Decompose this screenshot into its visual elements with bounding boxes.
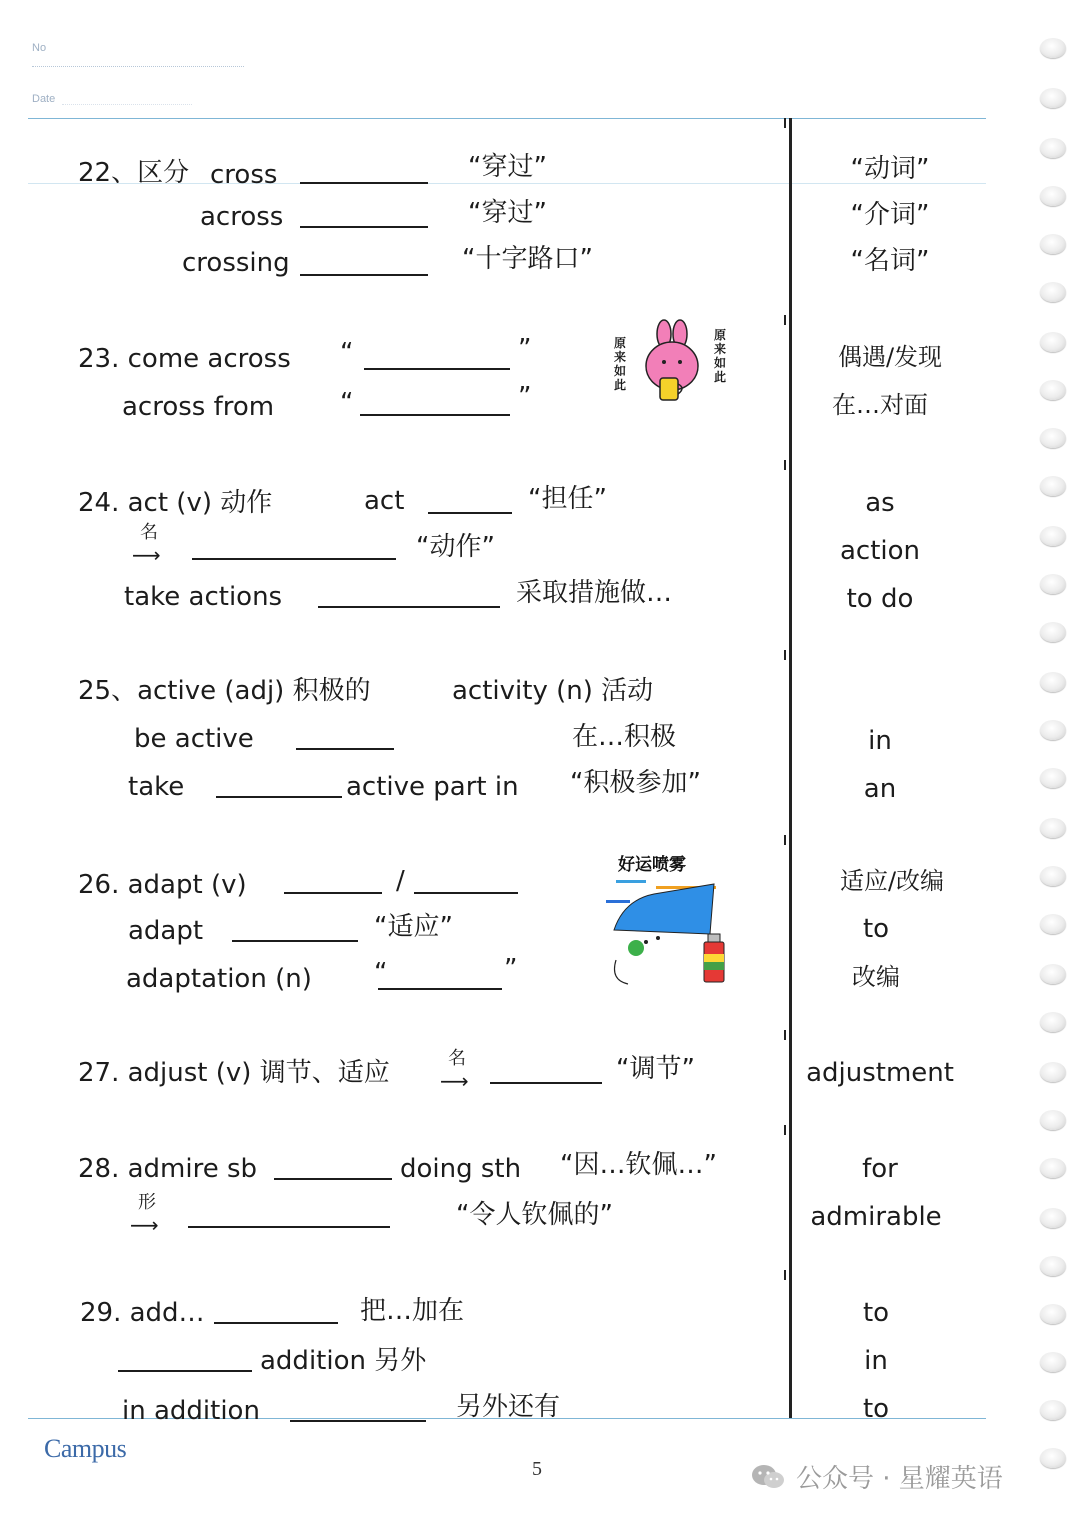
item-29-line-2b: addition 另外 <box>260 1346 427 1376</box>
answer-26-1: 适应/改编 <box>839 867 945 895</box>
item-22-word-cross: cross <box>210 160 278 190</box>
ring <box>1040 380 1066 400</box>
item-22-meaning-3: “十字路口” <box>462 244 593 274</box>
rabbit-caption-left: 原来如此 <box>614 336 627 392</box>
derivation-arrow <box>132 522 161 566</box>
lucky-spray-sticker <box>596 850 746 990</box>
blank <box>300 226 428 228</box>
ring <box>1040 914 1066 934</box>
blank <box>378 988 502 990</box>
answer-22-3: “名词” <box>850 246 930 276</box>
watermark-text: 公众号 · 星耀英语 <box>796 1464 1003 1494</box>
divider-notch <box>784 1270 792 1280</box>
date-label: Date <box>32 93 56 105</box>
item-25-meaning-2: 在…积极 <box>572 722 677 752</box>
arrow-label: 名 <box>448 1048 466 1069</box>
ring <box>1040 672 1066 692</box>
item-26-line-2: adapt <box>128 916 204 946</box>
derivation-arrow <box>130 1192 159 1236</box>
ring <box>1040 964 1066 984</box>
ring <box>1040 428 1066 448</box>
item-22-word-across: across <box>200 202 284 232</box>
divider-notch <box>784 835 792 845</box>
answer-28-2: admirable <box>810 1202 942 1232</box>
divider-notch <box>784 650 792 660</box>
ring <box>1040 818 1066 838</box>
divider-notch <box>784 1125 792 1135</box>
item-29-line-3: in addition <box>122 1396 260 1426</box>
item-25-meaning-3: “积极参加” <box>570 768 701 798</box>
ring <box>1040 1208 1066 1228</box>
watermark <box>750 1458 1003 1495</box>
answer-23-2: 在…对面 <box>832 391 928 419</box>
blank <box>216 796 342 798</box>
answer-27-1: adjustment <box>806 1058 954 1088</box>
item-29-meaning-1: 把…加在 <box>360 1296 465 1326</box>
ring <box>1040 1256 1066 1276</box>
item-26-line-1: 26. adapt (v) <box>78 870 247 900</box>
no-line <box>32 66 244 67</box>
item-23-line-1: 23. come across <box>78 344 291 374</box>
item-24-line-3: take actions <box>124 582 283 612</box>
blank <box>232 940 358 942</box>
item-24-meaning-2: “动作” <box>416 532 495 562</box>
blank <box>364 368 510 370</box>
divider-notch <box>784 315 792 325</box>
item-24-line-1: 24. act (v) 动作 <box>78 488 273 518</box>
item-29-line-1: 29. add… <box>80 1298 205 1328</box>
item-29-meaning-3: 另外还有 <box>456 1392 561 1422</box>
blank <box>118 1370 252 1372</box>
item-25-take: take <box>128 772 185 802</box>
ring <box>1040 1158 1066 1178</box>
answer-29-2: in <box>864 1346 888 1376</box>
slash: / <box>396 866 405 896</box>
open-quote: “ <box>340 338 354 368</box>
ring <box>1040 866 1066 886</box>
arrow-icon: ⟶ <box>132 543 161 567</box>
close-quote: ” <box>504 954 518 984</box>
answer-25-2: an <box>863 774 897 804</box>
divider-notch <box>784 118 792 128</box>
arrow-label: 形 <box>138 1192 156 1213</box>
open-quote: “ <box>340 388 354 418</box>
item-28-line-1b: doing sth <box>400 1154 522 1184</box>
open-quote: “ <box>374 958 388 988</box>
answer-24-1: as <box>865 488 895 518</box>
item-27-meaning: “调节” <box>616 1054 695 1084</box>
answer-24-3: to do <box>846 584 914 614</box>
answer-22-1: “动词” <box>850 154 930 184</box>
answer-24-2: action <box>839 536 921 566</box>
item-26-line-3: adaptation (n) <box>126 964 312 994</box>
ring <box>1040 1448 1066 1468</box>
item-23-line-2: across from <box>122 392 275 422</box>
item-27-line-1: 27. adjust (v) 调节、适应 <box>78 1058 390 1088</box>
item-24-meaning-3: 采取措施做… <box>516 578 673 608</box>
item-24-act: act <box>364 486 405 516</box>
blank <box>300 274 428 276</box>
blank <box>318 606 500 608</box>
lucky-spray-title: 好运喷雾 <box>618 855 686 875</box>
answer-26-2: to <box>862 914 890 944</box>
close-quote: ” <box>518 382 532 412</box>
ring <box>1040 1400 1066 1420</box>
item-22-meaning-2: “穿过” <box>468 198 547 228</box>
blank <box>490 1082 602 1084</box>
ring <box>1040 38 1066 58</box>
arrow-icon: ⟶ <box>440 1069 469 1093</box>
close-quote: ” <box>518 334 532 364</box>
ring <box>1040 1012 1066 1032</box>
answer-25-1: in <box>868 726 892 756</box>
item-22-number: 22、区分 <box>78 158 190 188</box>
ring <box>1040 234 1066 254</box>
item-25-line-2: be active <box>134 724 254 754</box>
ring <box>1040 768 1066 788</box>
divider-notch <box>784 1030 792 1040</box>
answer-28-1: for <box>862 1154 898 1184</box>
ring <box>1040 332 1066 352</box>
ring <box>1040 476 1066 496</box>
item-25-line-3b: active part in <box>346 772 519 802</box>
top-rule <box>28 118 986 119</box>
answer-22-2: “介词” <box>850 200 930 230</box>
no-label: No <box>32 42 47 54</box>
item-24-meaning-1: “担任” <box>528 484 607 514</box>
rabbit-drawing <box>612 318 730 410</box>
blank <box>300 182 428 184</box>
notebook-brand-logo: Campus <box>44 1434 127 1463</box>
ring <box>1040 720 1066 740</box>
ring <box>1040 1110 1066 1130</box>
item-22-word-crossing: crossing <box>182 248 290 278</box>
rabbit-caption-right: 原来如此 <box>714 328 727 384</box>
ring <box>1040 526 1066 546</box>
answer-29-3: to <box>862 1394 890 1424</box>
ring <box>1040 622 1066 642</box>
blank <box>188 1226 390 1228</box>
arrow-label: 名 <box>140 522 158 543</box>
blank <box>360 414 510 416</box>
answer-26-3: 改编 <box>852 963 900 991</box>
ring <box>1040 1062 1066 1082</box>
item-25-line-1b: activity (n) 活动 <box>452 676 654 706</box>
blank <box>414 892 518 894</box>
item-28-meaning-1: “因…钦佩…” <box>560 1150 717 1180</box>
blank <box>284 892 382 894</box>
item-28-meaning-2: “令人钦佩的” <box>456 1200 613 1230</box>
ring <box>1040 88 1066 108</box>
answer-29-1: to <box>862 1298 890 1328</box>
derivation-arrow <box>440 1048 469 1092</box>
blank <box>290 1420 426 1422</box>
blank <box>296 748 394 750</box>
date-line <box>62 104 192 105</box>
blank <box>274 1178 392 1180</box>
item-26-meaning-2: “适应” <box>374 912 453 942</box>
divider-notch <box>784 460 792 470</box>
ring <box>1040 282 1066 302</box>
wechat-icon <box>750 1463 786 1491</box>
answer-23-1: 偶遇/发现 <box>837 343 943 371</box>
rabbit-sticker <box>612 318 730 410</box>
item-25-line-1: 25、active (adj) 积极的 <box>78 676 371 706</box>
ring <box>1040 1352 1066 1372</box>
ring <box>1040 1304 1066 1324</box>
page-number: 5 <box>532 1458 542 1480</box>
arrow-icon: ⟶ <box>130 1213 159 1237</box>
blank <box>192 558 396 560</box>
item-22-meaning-1: “穿过” <box>468 152 547 182</box>
ring <box>1040 138 1066 158</box>
ring <box>1040 186 1066 206</box>
blank <box>214 1322 338 1324</box>
ring <box>1040 574 1066 594</box>
blank <box>428 512 512 514</box>
item-28-line-1: 28. admire sb <box>78 1154 258 1184</box>
